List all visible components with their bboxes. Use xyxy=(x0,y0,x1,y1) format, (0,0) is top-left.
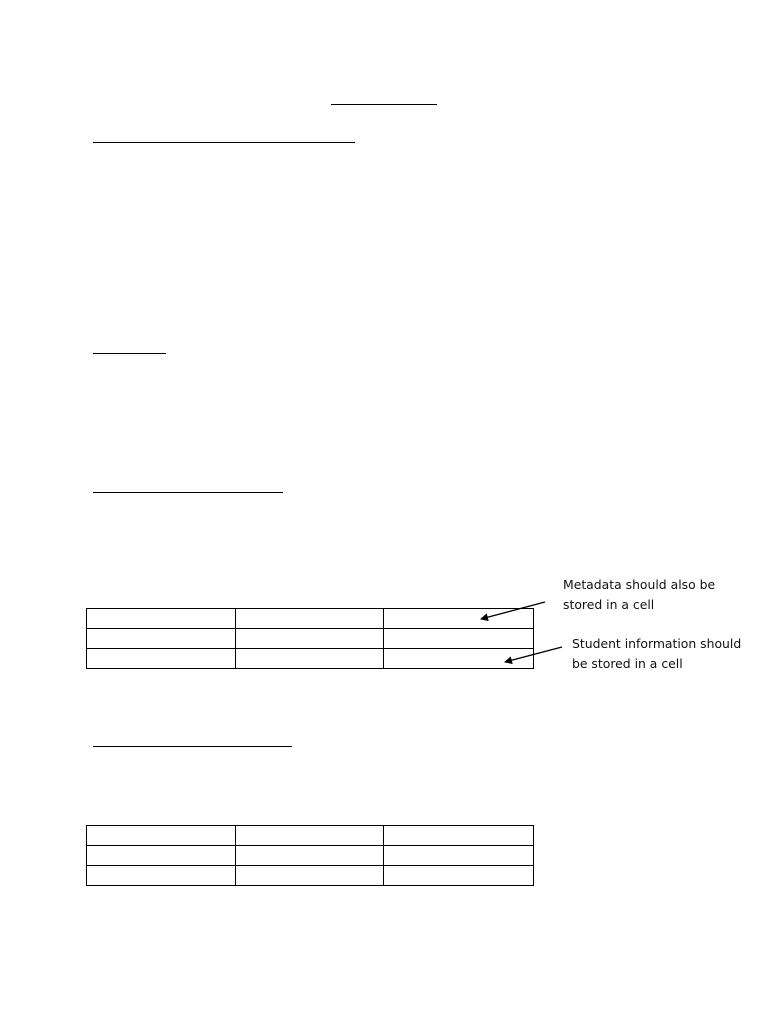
table-cell xyxy=(236,846,384,866)
student-info-callout: Student information should be stored in a cell xyxy=(572,636,742,671)
metadata-arrow-icon xyxy=(481,602,545,619)
table-cell xyxy=(87,866,236,886)
table-cell xyxy=(384,846,534,866)
data-table-2 xyxy=(86,825,534,886)
table-cell xyxy=(87,826,236,846)
table-cell xyxy=(384,866,534,886)
metadata-callout: Metadata should also be stored in a cell xyxy=(563,577,716,612)
table-row xyxy=(87,826,534,846)
table-cell xyxy=(236,866,384,886)
table-cell xyxy=(384,826,534,846)
table-cell xyxy=(87,846,236,866)
table-cell xyxy=(236,826,384,846)
table-row xyxy=(87,846,534,866)
student-info-arrow-icon xyxy=(505,647,562,662)
table-row xyxy=(87,866,534,886)
